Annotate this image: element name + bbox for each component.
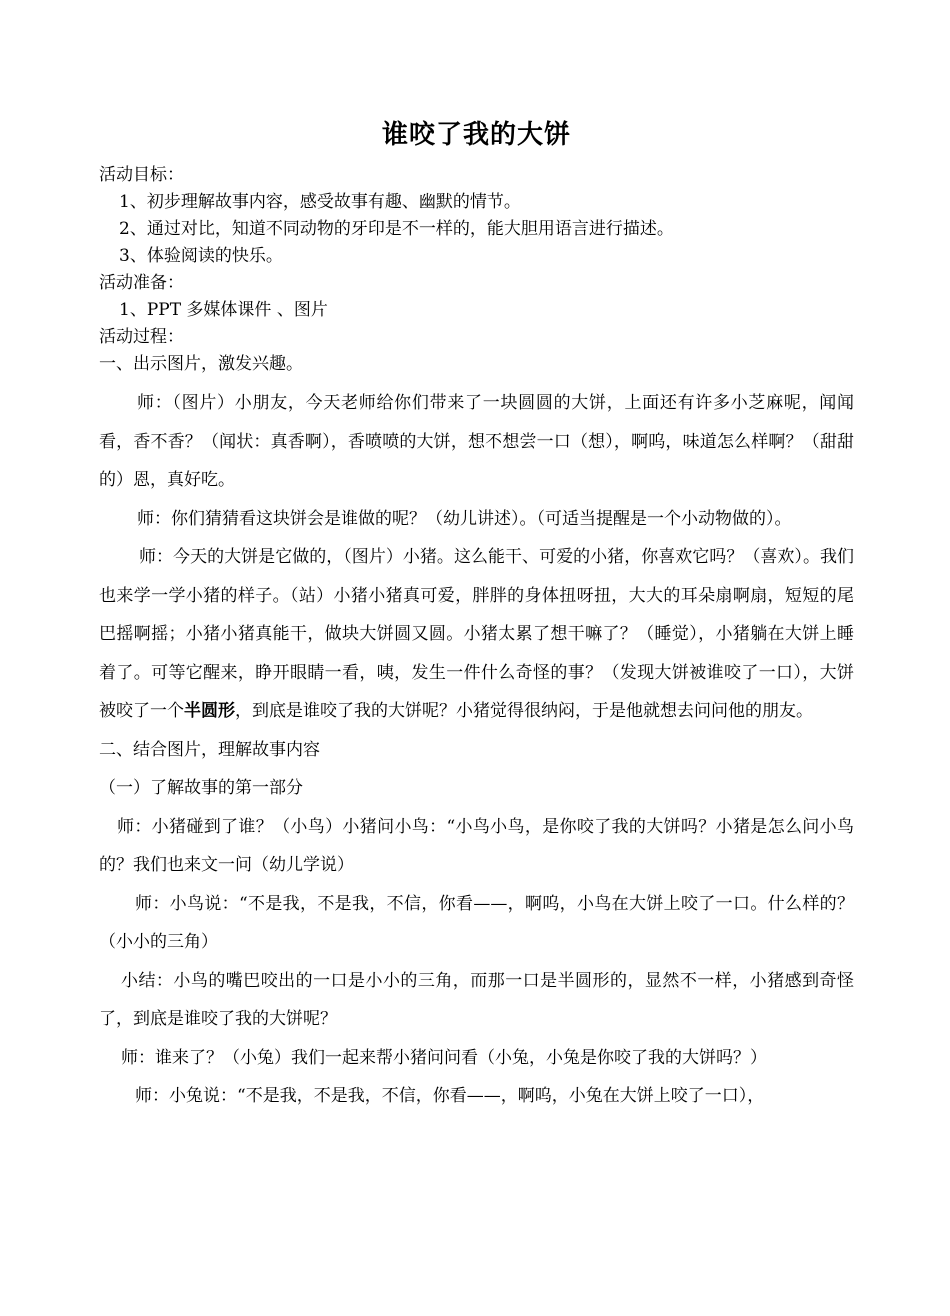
- paragraph-1: 师：（图片）小朋友，今天老师给你们带来了一块圆圆的大饼，上面还有许多小芝麻呢，闻闻看，香不香？（闻状：真香啊），香喷喷的大饼，想不想尝一口（想），啊呜，味道怎么样啊？（甜甜的）恩，真好吃。: [99, 393, 854, 490]
- goal-item: 2、通过对比，知道不同动物的牙印是不一样的，能大胆用语言进行描述。: [119, 219, 674, 239]
- prep-item: 1、PPT 多媒体课件 、图片: [119, 300, 328, 320]
- paragraph-8: 师：小兔说：“不是我，不是我，不信，你看——，啊呜，小兔在大饼上咬了一口），: [135, 1086, 765, 1106]
- section-heading-2: 二、结合图片，理解故事内容: [99, 739, 320, 760]
- paragraph-6: 小结：小鸟的嘴巴咬出的一口是小小的三角，而那一口是半圆形的，显然不一样，小猪感到奇怪了，到底是谁咬了我的大饼呢？: [99, 970, 854, 1029]
- paragraph-5: 师：小鸟说：“不是我，不是我，不信，你看——，啊呜，小鸟在大饼上咬了一口。什么样的？（小小的三角）: [99, 893, 854, 952]
- goals-heading: 活动目标：: [99, 165, 184, 185]
- goal-item: 3、体验阅读的快乐。: [119, 246, 283, 266]
- bold-term: 半圆形: [184, 701, 235, 721]
- paragraph-7: 师：谁来了？（小兔）我们一起来帮小猪问问看（小兔，小兔是你咬了我的大饼吗？）: [121, 1047, 767, 1068]
- document-title: 谁咬了我的大饼: [381, 120, 571, 150]
- subsection-heading-1: （一）了解故事的第一部分: [99, 778, 303, 798]
- paragraph-3-text-end: ，到底是谁咬了我的大饼呢？小猪觉得很纳闷，于是他就想去问问他的朋友。: [235, 701, 813, 721]
- section-heading-1: 一、出示图片，激发兴趣。: [99, 354, 303, 374]
- paragraph-3-text: 师：今天的大饼是它做的，（图片）小猪。这么能干、可爱的小猪，你喜欢它吗？（喜欢）。我们也来学一学小猪的样子。（站）小猪小猪真可爱，胖胖的身体扭呀扭，大大的耳朵扇啊扇，短短的尾巴摇啊摇；小猪小猪真能干，做块大饼圆又圆。小猪太累了想干嘛了？（睡觉），小猪躺在大饼上睡着了。可等它醒来，睁开眼睛一看，咦，发生一件什么奇怪的事？（发现大饼被谁咬了一口），大饼被咬了一个: [99, 547, 854, 721]
- paragraph-4: 师：小猪碰到了谁？（小鸟）小猪问小鸟：“小鸟小鸟，是你咬了我的大饼吗？小猪是怎么问小鸟的？我们也来文一问（幼儿学说）: [99, 816, 854, 875]
- process-heading: 活动过程：: [99, 327, 184, 347]
- paragraph-3: [99, 538, 854, 731]
- goal-item: 1、初步理解故事内容，感受故事有趣、幽默的情节。: [119, 192, 521, 212]
- prep-heading: 活动准备：: [99, 273, 184, 293]
- paragraph-2: 师：你们猜猜看这块饼会是谁做的呢？（幼儿讲述）。（可适当提醒是一个小动物做的）。: [137, 508, 792, 529]
